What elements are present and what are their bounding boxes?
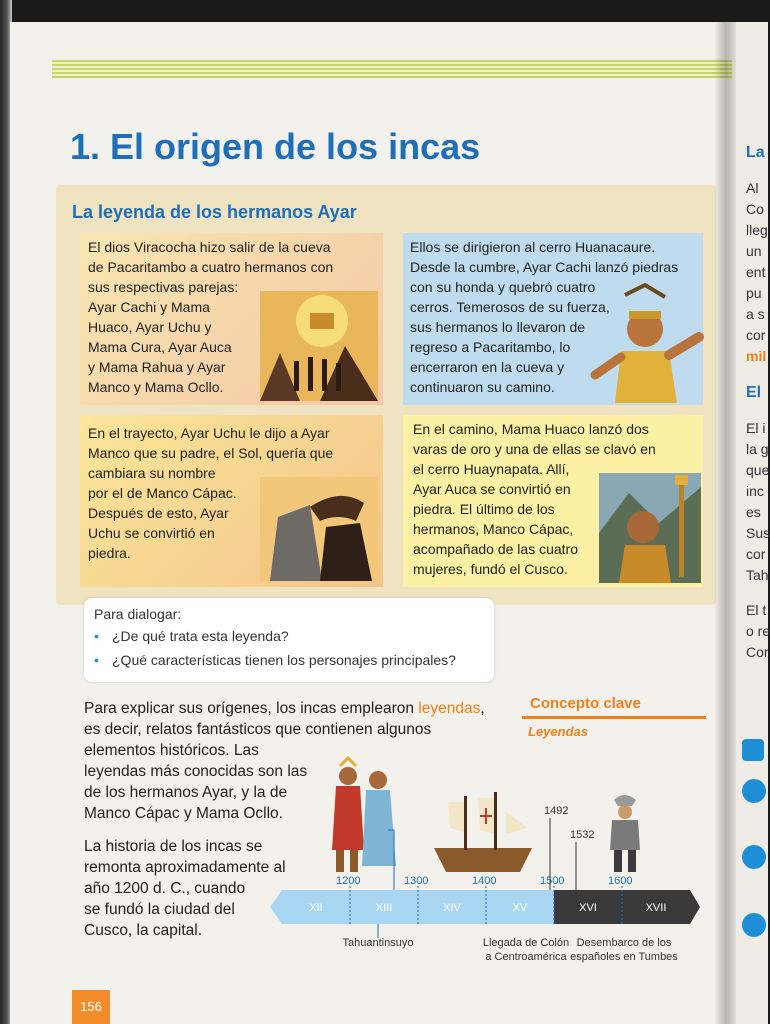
concept-divider [522,716,706,719]
dialog-question [94,628,289,644]
panel-4-line: varas de oro y una de ellas se clavó en [413,441,656,457]
legend-panel-2 [403,233,703,405]
body-line: de los hermanos Ayar, y la de [84,784,288,801]
century-label: XII [309,902,323,914]
right-page-line: lleg [746,222,768,238]
event-label: Desembarco de los [576,937,672,949]
century-label: XVII [645,902,667,914]
legend-panel-3 [80,415,383,587]
panel-3-line: Después de esto, Ayar [88,505,229,521]
panel-4-line: piedra. El último de los [413,501,555,517]
top-stripe-band [52,60,732,78]
event-label: Llegada de Colón [482,937,570,949]
timeline-start-arrow [270,890,282,924]
panel-1-line: Ayar Cachi y Mama [88,299,210,315]
event-label: españoles en Tumbes [570,951,678,963]
right-page-line: Sus [746,525,770,541]
year-label: 1400 [472,875,497,887]
group-icon [742,913,766,937]
right-page-line: ent [746,264,766,280]
event-year-label: 1492 [544,805,569,817]
panel-4-line: En el camino, Mama Huaco lanzó dos [413,421,649,437]
ayar-uchu-stone-illustration [260,477,378,581]
right-page-line: El i [746,420,766,436]
panel-3-line: piedra. [88,545,131,561]
body-line [84,698,485,719]
right-page-highlight: mil [746,348,767,364]
event-label: Tahuantinsuyo [342,937,414,949]
panel-2-line: regreso a Pacaritambo, lo [410,339,571,355]
right-page-line: El t [746,602,767,618]
right-page-icons [740,735,768,955]
body-text: Para explicar sus orígenes, los incas emplearon [84,700,419,717]
body-line: remonta aproximadamente al [84,859,286,876]
right-page-line: Al [746,180,759,196]
panel-1-line: Manco y Mama Ocllo. [88,379,224,395]
page-number: 156 [72,990,110,1024]
dialog-label: Para dialogar: [94,606,182,622]
dialog-question-text: ¿Qué características tienen los personajes principales? [112,652,456,668]
bullet-icon: • [94,628,99,644]
body-line: elementos históricos. Las [84,742,259,759]
group-icon [742,845,766,869]
right-page-line: Co [746,201,764,217]
group-icon [742,779,766,803]
body-text: , [480,700,485,717]
body-line: Cusco, la capital. [84,922,203,939]
year-label: 1600 [608,875,633,887]
check-icon [742,739,764,761]
right-page-line: Cor [746,644,769,660]
right-page-line: inc [746,483,764,499]
body-line: Manco Cápac y Mama Ocllo. [84,805,283,822]
dialog-box [84,598,494,682]
year-label: 1300 [404,875,429,887]
body-line: año 1200 d. C., cuando [84,880,246,897]
legend-panel-1 [80,233,383,405]
event-label: a Centroamérica [485,951,567,963]
right-page-line: un [746,243,762,259]
panel-1-line: sus respectivas parejas: [88,279,239,295]
right-page-line: pu [746,285,762,301]
year-label: 1200 [336,875,361,887]
right-page-line: Tah [746,567,769,583]
panel-4-line: Ayar Auca se convirtió en [413,481,571,497]
body-line: es decir, relatos fantásticos que contienen algunos [84,721,432,738]
concept-title: Concepto clave [530,695,641,712]
legend-panel-4 [403,415,703,587]
panel-4-line: acompañado de las cuatro [413,541,578,557]
century-label: XIII [375,902,393,914]
right-page-heading: La [746,144,765,161]
right-page-line: a s [746,306,765,322]
timeline-end-arrow [690,890,700,924]
right-page-line: cor [746,327,766,343]
panel-3-line: cambiara su nombre [88,465,216,481]
event-connector [388,830,394,890]
manco-capac-illustration [599,473,701,583]
legend-title: La leyenda de los hermanos Ayar [72,202,357,222]
year-label: 1500 [540,875,565,887]
panel-1-line: y Mama Rahua y Ayar [88,359,226,375]
century-label: XV [512,902,528,914]
panel-3-line: Manco que su padre, el Sol, quería que [88,445,334,461]
panel-2-line: con su honda y quebró cuatro [410,279,596,295]
viracocha-illustration [260,291,378,401]
keyword-leyendas: leyendas [418,700,481,717]
panel-3-line: Uchu se convirtió en [88,525,215,541]
panel-3-line: En el trayecto, Ayar Uchu le dijo a Ayar [88,425,330,441]
panel-4-line: hermanos, Manco Cápac, [413,521,574,537]
concept-term: Leyendas [528,724,588,739]
panel-3-line: por el de Manco Cápac. [88,485,237,501]
panel-1-line: El dios Viracocha hizo salir de la cueva [88,239,331,255]
body-line: La historia de los incas se [84,838,263,855]
panel-2-line: continuaron su camino. [410,379,555,395]
century-label: XVI [579,902,597,914]
right-page-line: la g [746,441,769,457]
panel-4-line: mujeres, fundó el Cusco. [413,561,568,577]
dialog-question-text: ¿De qué trata esta leyenda? [112,628,289,644]
ayar-cachi-illustration [585,285,701,403]
body-line: se fundó la ciudad del [84,901,235,918]
dialog-question [94,652,456,668]
panel-2-line: sus hermanos lo llevaron de [410,319,586,335]
panel-2-line: Desde la cumbre, Ayar Cachi lanzó piedras [410,259,679,275]
right-page-line: que [746,462,770,478]
book-gutter [714,22,736,1024]
bullet-icon: • [94,652,99,668]
panel-1-line: de Pacaritambo a cuatro hermanos con [88,259,334,275]
right-page-line: es [746,504,761,520]
panel-4-line: el cerro Huaynapata. Allí, [413,461,570,477]
body-line: leyendas más conocidas son las [84,763,308,780]
event-year-label: 1532 [570,829,595,841]
panel-2-line: Ellos se dirigieron al cerro Huanacaure. [410,239,656,255]
panel-2-line: cerros. Temerosos de su fuerza, [410,299,610,315]
panel-1-line: Huaco, Ayar Uchu y [88,319,212,335]
timeline [270,805,706,970]
right-page-line: cor [746,546,766,562]
panel-2-line: encerraron en la cueva y [410,359,565,375]
century-label: XIV [443,902,461,914]
right-page-line: o re [746,623,770,639]
panel-1-line: Mama Cura, Ayar Auca [88,339,232,355]
right-page-heading: El [746,384,762,401]
page-title: 1. El origen de los incas [70,126,481,167]
